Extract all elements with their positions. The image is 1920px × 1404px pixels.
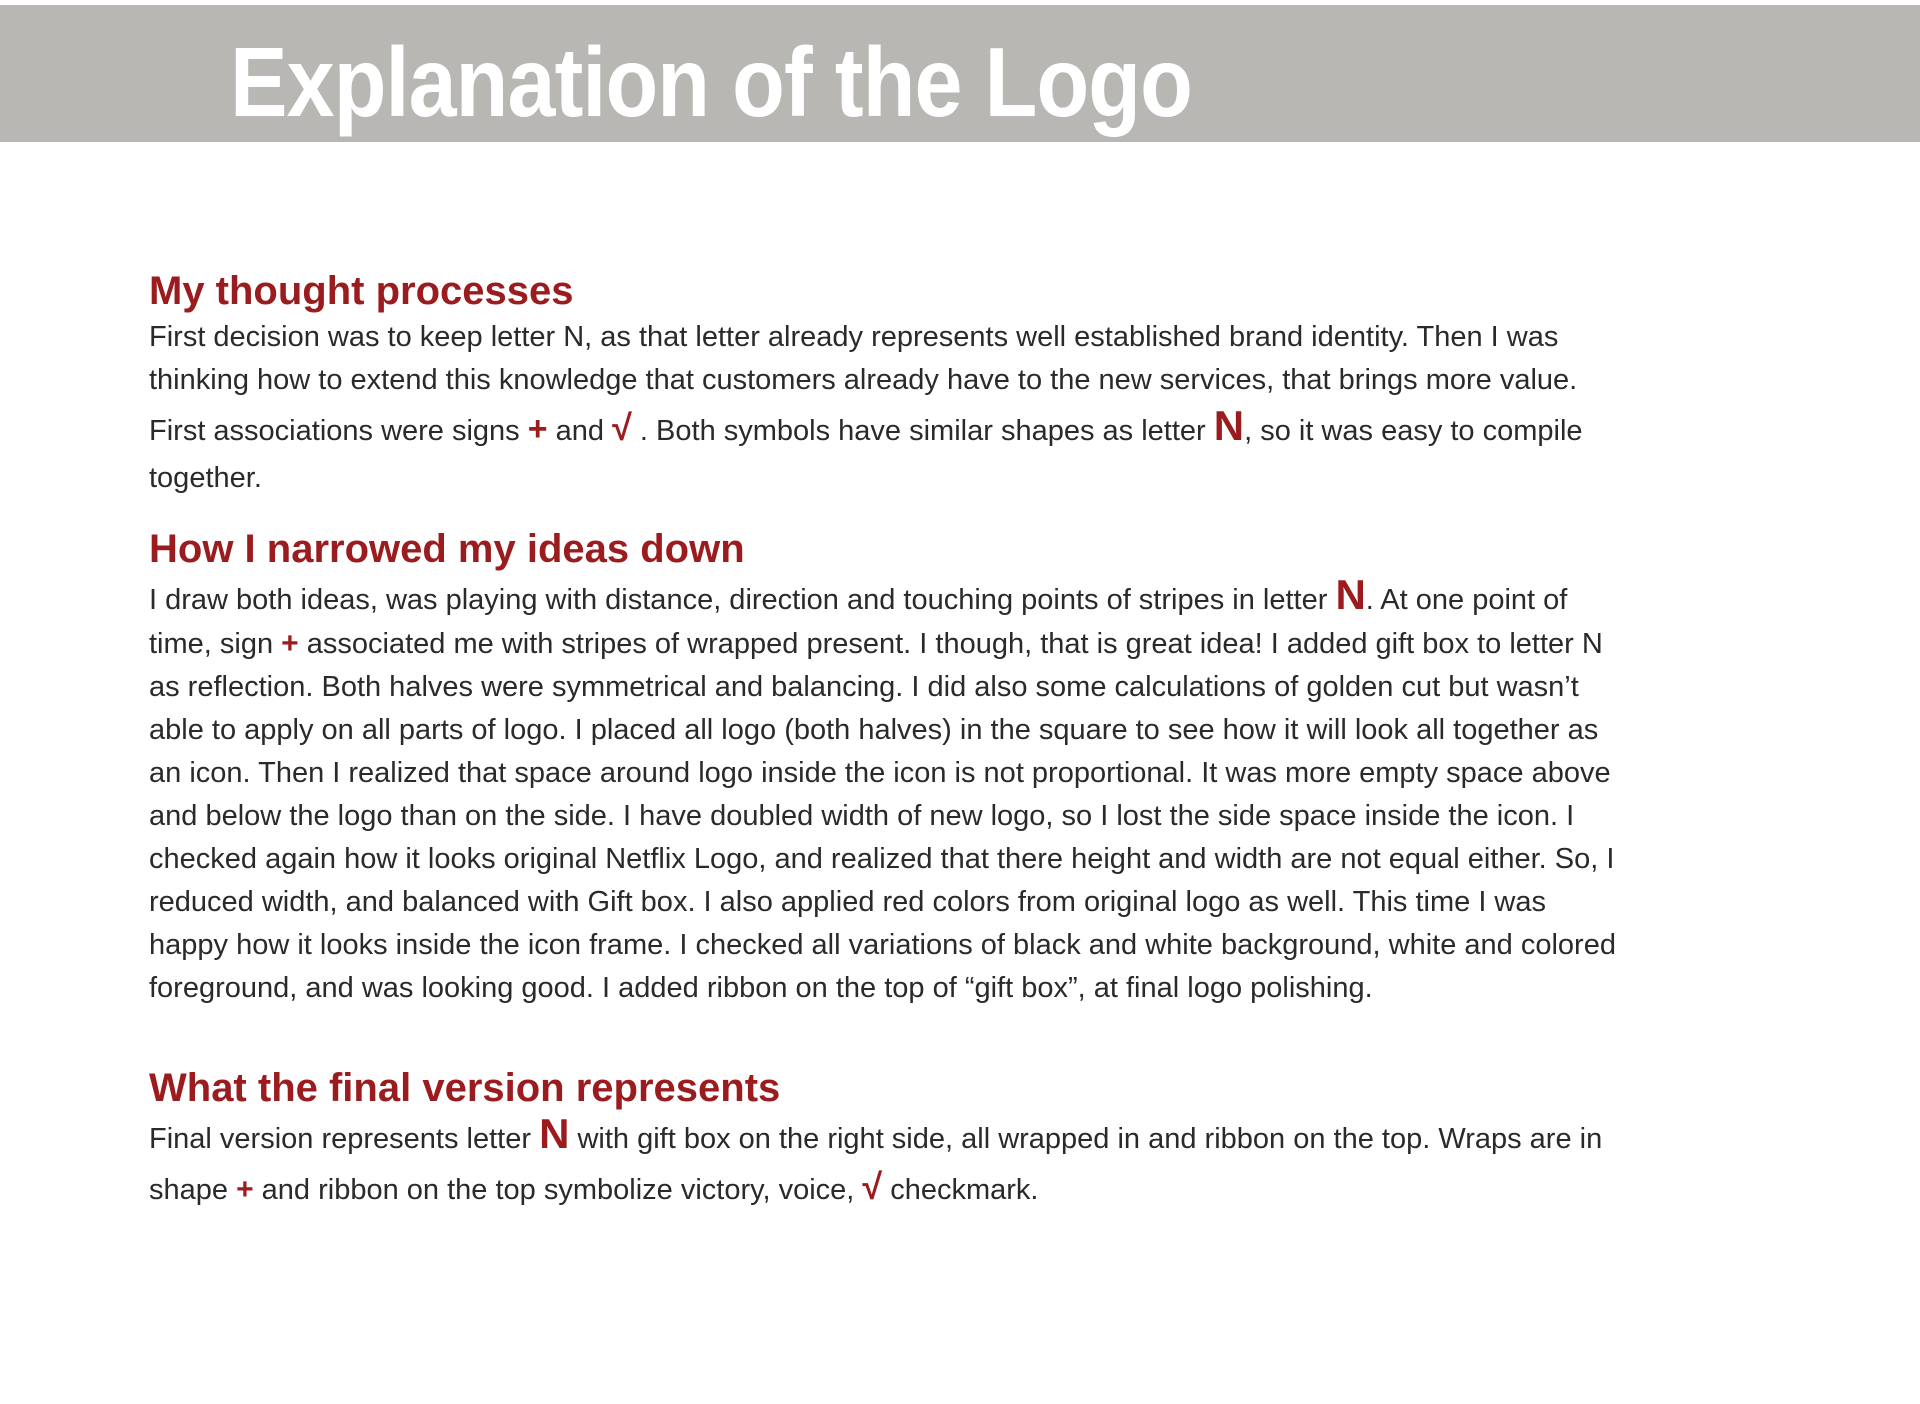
paragraph-line: as reflection. Both halves were symmetrical and balancing. I did also some calculations of golden cut but wasn’t — [149, 671, 1579, 703]
paragraph-line: reduced width, and balanced with Gift box. I also applied red colors from original logo as well. This time I was — [149, 886, 1546, 918]
plus-icon: + — [527, 410, 548, 448]
text-run: First associations were signs — [149, 415, 528, 447]
text-run: time, sign — [149, 628, 282, 660]
paragraph-line: foreground, and was looking good. I added ribbon on the top of “gift box”, at final logo polishing. — [149, 972, 1373, 1004]
paragraph-line — [149, 571, 1749, 622]
checkmark-icon: √ — [862, 1166, 883, 1207]
section-title: How I narrowed my ideas down — [149, 527, 745, 571]
paragraph-line: and below the logo than on the side. I have doubled width of new logo, so I lost the side space inside the icon. I — [149, 800, 1575, 832]
paragraph-line: First decision was to keep letter N, as that letter already represents well established brand identity. Then I was — [149, 321, 1559, 353]
section-paragraph — [149, 316, 1749, 500]
section-narrowed-ideas — [149, 524, 1749, 1010]
section-paragraph — [149, 571, 1749, 1010]
letter-n-icon: N — [1335, 571, 1366, 618]
plus-icon: + — [281, 627, 299, 660]
text-run: shape — [149, 1174, 237, 1206]
text-run: associated me with stripes of wrapped present. I though, that is great idea! I added gift box to letter N — [298, 628, 1603, 660]
paragraph-line: checked again how it looks original Netflix Logo, and realized that there height and width are not equal either. So, I — [149, 843, 1615, 875]
paragraph-line — [149, 402, 1749, 457]
text-run: , so it was easy to compile — [1244, 415, 1583, 447]
plus-icon: + — [236, 1173, 254, 1206]
header-band — [0, 5, 1920, 142]
paragraph-line — [149, 1110, 1749, 1163]
letter-n-icon: N — [1213, 402, 1245, 449]
checkmark-icon: √ — [612, 407, 632, 448]
text-run: and — [547, 415, 613, 447]
paragraph-line: an icon. Then I realized that space around logo inside the icon is not proportional. It was more empty space above — [149, 757, 1611, 789]
paragraph-line — [149, 622, 1749, 666]
section-thought-processes — [149, 266, 1749, 500]
paragraph-line — [149, 1163, 1749, 1214]
letter-n-icon: N — [539, 1110, 570, 1157]
text-run: Final version represents letter — [149, 1123, 540, 1155]
text-run: . At one point of — [1365, 584, 1568, 616]
paragraph-line: happy how it looks inside the icon frame. I checked all variations of black and white background, white and colored — [149, 929, 1616, 961]
paragraph-line: thinking how to extend this knowledge that customers already have to the new services, that brings more value. — [149, 364, 1578, 396]
section-title: What the final version represents — [149, 1066, 781, 1110]
paragraph-line: together. — [149, 462, 262, 494]
text-run: and ribbon on the top symbolize victory, voice, — [253, 1174, 863, 1206]
page-title: Explanation of the Logo — [230, 27, 1192, 137]
document-body — [149, 266, 1749, 1214]
section-paragraph — [149, 1110, 1749, 1214]
paragraph-line: able to apply on all parts of logo. I placed all logo (both halves) in the square to see how it will look all together as — [149, 714, 1599, 746]
text-run: checkmark. — [882, 1174, 1039, 1206]
text-run: . Both symbols have similar shapes as letter — [631, 415, 1214, 447]
text-run: I draw both ideas, was playing with distance, direction and touching points of stripes in letter — [149, 584, 1336, 616]
section-title: My thought processes — [149, 269, 574, 313]
text-run: with gift box on the right side, all wrapped in and ribbon on the top. Wraps are in — [569, 1123, 1603, 1155]
section-final-version — [149, 1063, 1749, 1214]
